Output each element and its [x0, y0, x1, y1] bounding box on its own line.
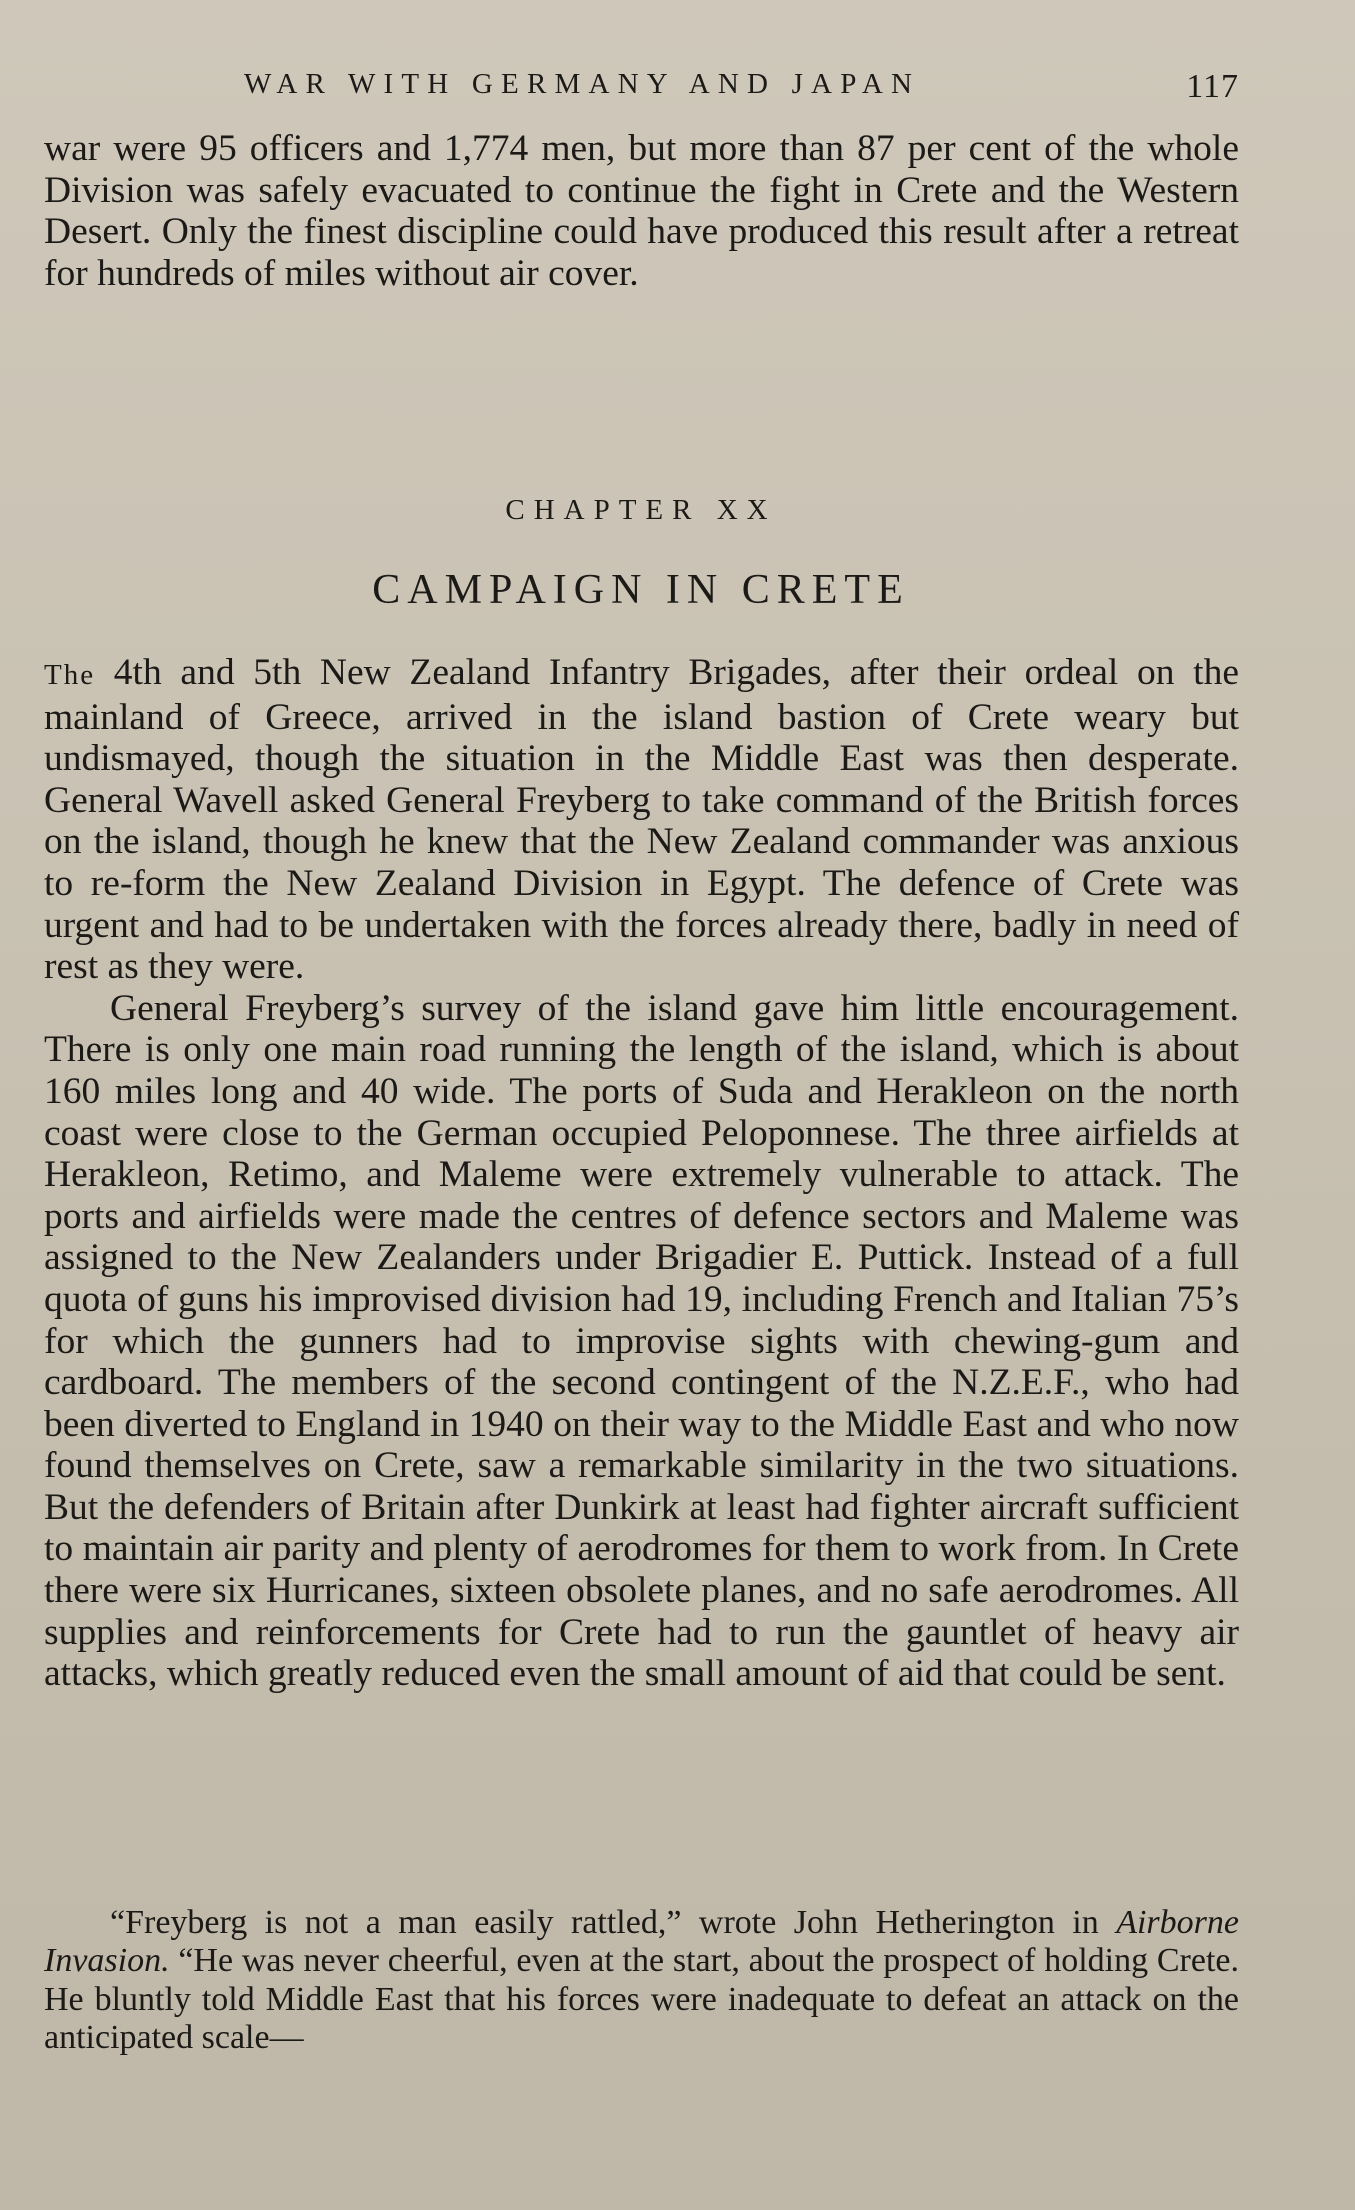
body-paragraph-1-text: 4th and 5th New Zealand Infantry Brigades, after their ordeal on the mainland of Greece, arrived in the island bastion of Crete weary but undismayed, though the situation in the Middle East was then desperate. General Wavell asked General Freyberg to take command of the British forces on the island, though he knew that the New Zealand commander was anxious to re-form the New Zealand Division in Egypt. The defence of Crete was urgent and had to be undertaken with the forces already there, badly in need of rest as they were.: [44, 652, 1239, 988]
page-number: 117: [1186, 68, 1239, 105]
chapter-body: [44, 652, 1239, 1695]
running-head: [44, 68, 1239, 112]
carryover-paragraph: war were 95 officers and 1,774 men, but more than 87 per cent of the whole Division was safely evacuated to continue the fight in Crete and the Western Desert. Only the finest discipline could have produced this result after a retreat for hundreds of miles without air cover.: [44, 128, 1239, 294]
chapter-label: CHAPTER XX: [505, 494, 777, 526]
chapter-title: CAMPAIGN IN CRETE: [372, 567, 910, 613]
body-paragraph-2: General Freyberg’s survey of the island gave him little encouragement. There is only one main road running the length of the island, which is about 160 miles long and 40 wide. The ports of Suda and Herakleon on the north coast were close to the German occupied Peloponnese. The three airfields at Herakleon, Retimo, and Maleme were extremely vulnerable to attack. The ports and airfields were made the centres of defence sectors and Maleme was assigned to the New Zealanders under Brigadier E. Puttick. Instead of a full quota of guns his improvised division had 19, including French and Italian 75’s for which the gunners had to improvise sights with chewing-gum and cardboard. The members of the second contingent of the N.Z.E.F., who had been diverted to England in 1940 on their way to the Middle East and who now found themselves on Crete, saw a remarkable similarity in the two situations. But the defenders of Britain after Dunkirk at least had fighter aircraft sufficient to maintain air parity and plenty of aerodromes for them to work from. In Crete there were six Hurricanes, sixteen obsolete planes, and no safe aerodromes. All supplies and reinforcements for Crete had to run the gauntlet of heavy air attacks, which greatly reduced even the small amount of aid that could be sent.: [44, 987, 1239, 1695]
quote-book-title: Airborne Invasion.: [44, 1904, 1239, 1980]
lead-word: The: [44, 659, 96, 691]
running-head-title: WAR WITH GERMANY AND JAPAN: [244, 68, 921, 100]
quote-text-end: “He was never cheerful, even at the start, about the prospect of holding Crete. He bluntly told Middle East that his forces were inadequate to defeat an attack on the anticipated scale—: [44, 1942, 1239, 2057]
block-quote: [44, 1904, 1239, 2058]
carryover-paragraph-block: [44, 128, 1239, 294]
body-paragraph-1: [44, 652, 1239, 988]
quote-text-start: “Freyberg is not a man easily rattled,” wrote John Hetherington in: [110, 1904, 1117, 1941]
